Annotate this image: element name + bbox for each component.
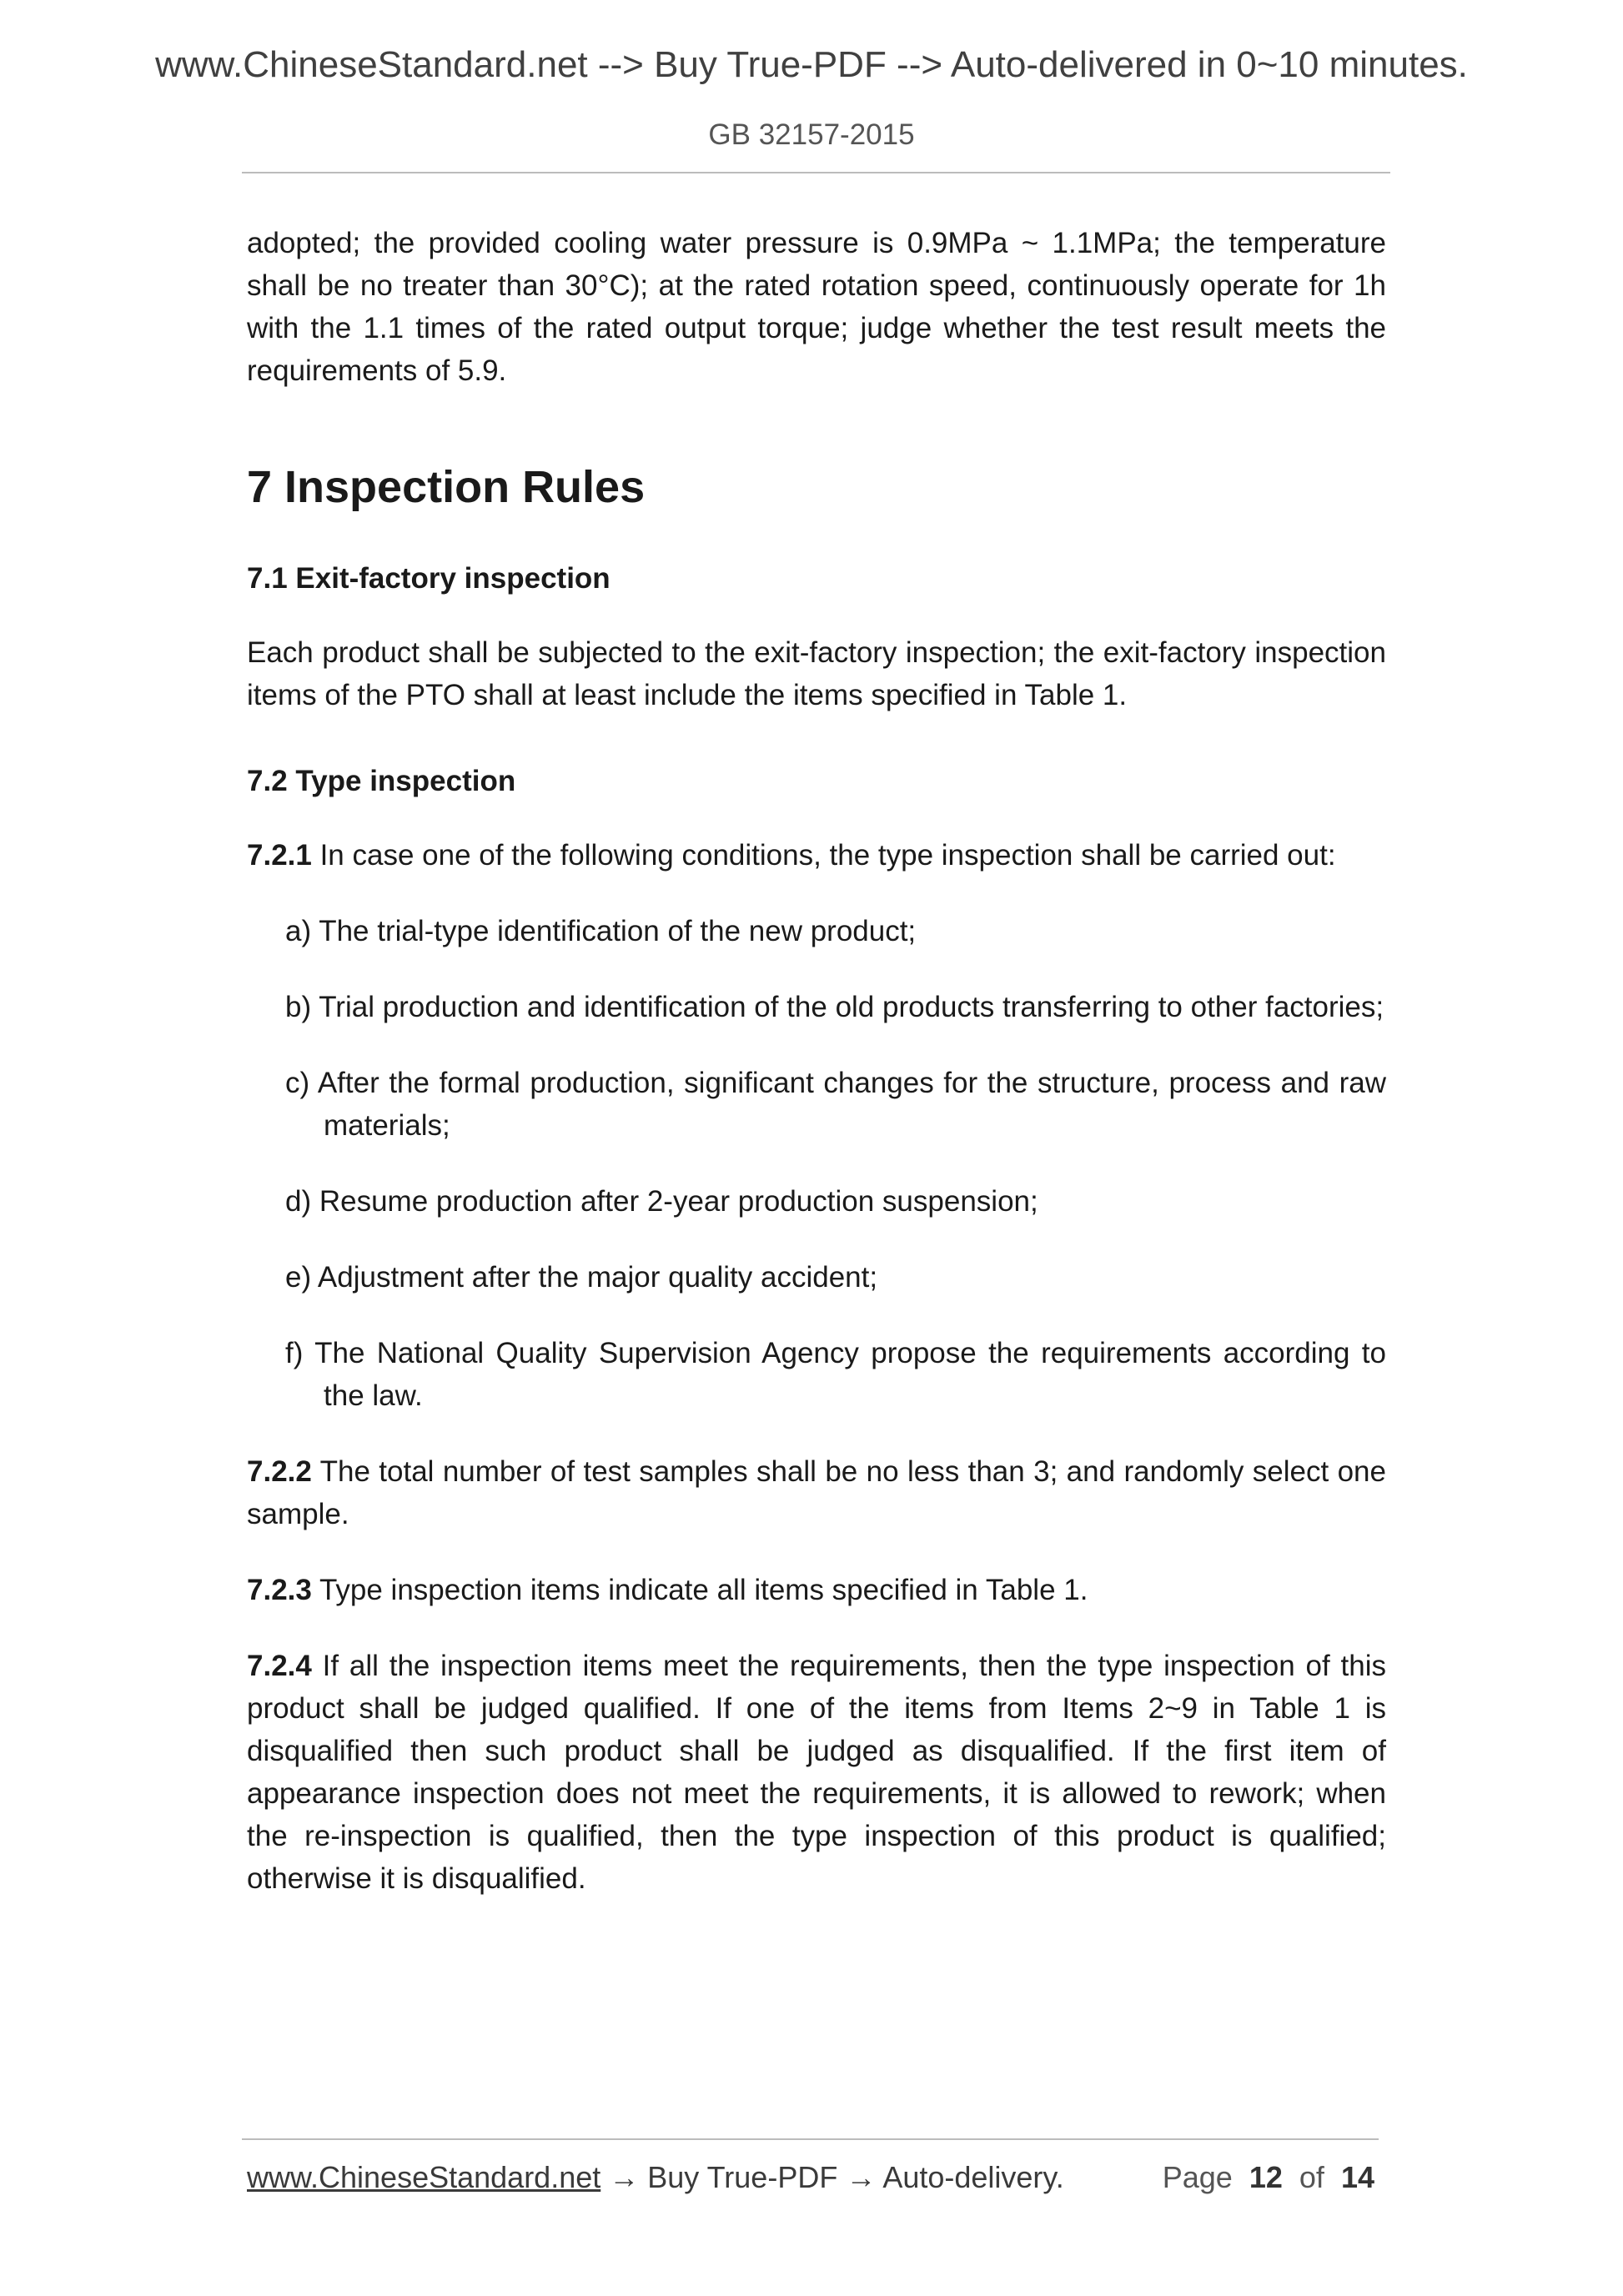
section-7-1-title: 7.1 Exit-factory inspection <box>247 562 611 595</box>
page-footer <box>247 2157 1374 2198</box>
list-item: e) Adjustment after the major quality accident; <box>285 1261 878 1294</box>
list-item: c) After the formal production, significant changes for the structure, process and raw materials; <box>285 1067 1386 1142</box>
page-number: 12 <box>1249 2160 1283 2194</box>
page-total: 14 <box>1340 2160 1374 2194</box>
page-body <box>247 222 1386 1900</box>
footer-tagline: → Buy True-PDF → Auto-delivery. <box>600 2160 1064 2194</box>
document-code: GB 32157-2015 <box>708 118 915 151</box>
chapter-title: 7 Inspection Rules <box>247 462 646 512</box>
condition-list <box>247 910 1386 1417</box>
header-divider <box>242 172 1390 173</box>
clause-7-2-3 <box>247 1569 1386 1611</box>
source-banner: www.ChineseStandard.net --> Buy True-PDF --> Auto-delivered in 0~10 minutes. <box>155 44 1468 85</box>
list-item: f) The National Quality Supervision Agency propose the requirements according to the law. <box>285 1337 1386 1412</box>
list-item: b) Trial production and identification of the old products transferring to other factories; <box>285 991 1384 1023</box>
page-indicator <box>1163 2157 1374 2198</box>
clause-7-2-2 <box>247 1450 1386 1535</box>
footer-divider <box>242 2138 1379 2140</box>
list-item: a) The trial-type identification of the new product; <box>285 915 917 947</box>
clause-text: The total number of test samples shall be no less than 3; and randomly select one sample. <box>247 1455 1386 1530</box>
clause-text: If all the inspection items meet the requirements, then the type inspection of this product shall be judged qualified. If one of the items from Items 2~9 in Table 1 is disqualified then such product shall be judged as disqualified. If the first item of appearance inspection does not meet the requirements, it is allowed to rework; when the re-inspection is qualified, then the type inspection of this product is qualified; otherwise it is disqualified. <box>247 1650 1386 1895</box>
clause-7-2-1 <box>247 834 1386 877</box>
of-word: of <box>1299 2160 1324 2194</box>
clause-text: Type inspection items indicate all items specified in Table 1. <box>311 1574 1088 1606</box>
clause-number: 7.2.4 <box>247 1650 312 1682</box>
section-7-1-text: Each product shall be subjected to the exit-factory inspection; the exit-factory inspection items of the PTO shall at least include the items specified in Table 1. <box>247 636 1386 711</box>
clause-7-2-4 <box>247 1645 1386 1900</box>
page-word: Page <box>1162 2160 1233 2194</box>
section-7-2-title: 7.2 Type inspection <box>247 765 516 797</box>
list-item: d) Resume production after 2-year production suspension; <box>285 1185 1038 1218</box>
clause-number: 7.2.2 <box>247 1455 312 1488</box>
footer-site-link[interactable]: www.ChineseStandard.net <box>247 2160 601 2194</box>
clause-number: 7.2.1 <box>247 839 312 872</box>
clause-number: 7.2.3 <box>247 1574 312 1606</box>
intro-paragraph: adopted; the provided cooling water pressure is 0.9MPa ~ 1.1MPa; the temperature shall be no treater than 30°C); at the rated rotation speed, continuously operate for 1h with the 1.1 times of the rated output torque; judge whether the test result meets the requirements of 5.9. <box>247 227 1386 387</box>
clause-text: In case one of the following conditions, the type inspection shall be carried out: <box>311 839 1336 872</box>
